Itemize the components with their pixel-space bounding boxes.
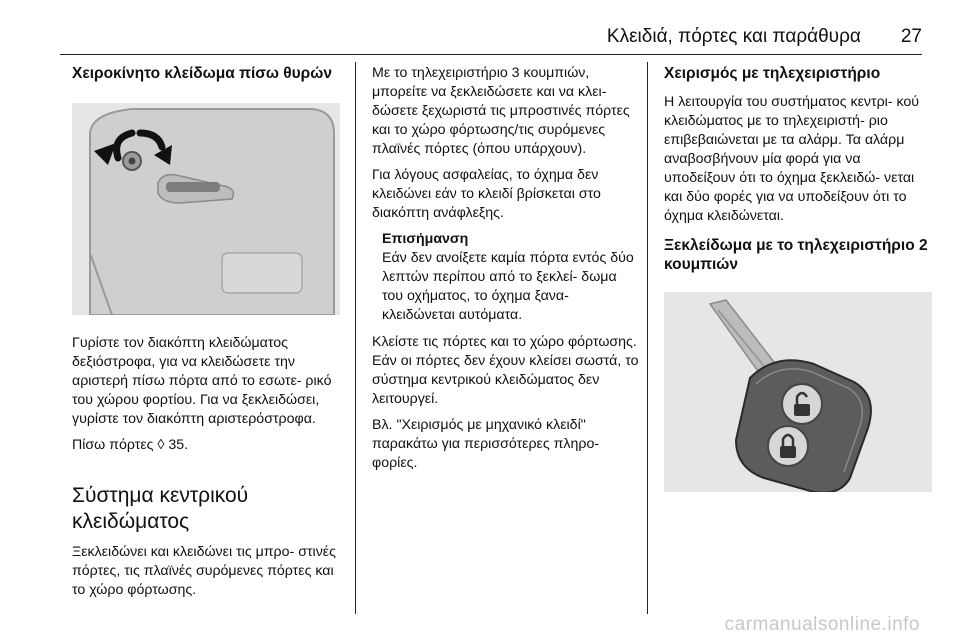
column-1 bbox=[72, 64, 342, 607]
page-header bbox=[60, 26, 922, 48]
remote-key-illustration bbox=[664, 292, 932, 492]
manual-lock-heading: Χειροκίνητο κλείδωμα πίσω θυρών bbox=[72, 65, 332, 82]
central-locking-heading: Σύστημα κεντρικού κλειδώματος bbox=[72, 484, 249, 533]
page-number: 27 bbox=[900, 26, 922, 47]
rear-door-lock-illustration bbox=[72, 103, 340, 315]
note-heading: Επισήμανση bbox=[382, 231, 469, 247]
remote-control-text: Η λειτουργία του συστήματος κεντρι‐ κού κλειδώματος με το τηλεχειριστή‐ ριο επιβεβαιώνεται με τα αλάρμ. Τα αλάρμ αναβοσβήνουν μία φορά για να υποδείξουν ότι το όχημα ξεκλειδώ‐ νεται και δύο φορές για να υποδείξουν ότι το όχημα κλειδώνεται. bbox=[664, 94, 920, 224]
column-2 bbox=[372, 64, 640, 480]
column-3 bbox=[664, 64, 932, 497]
column-divider-1 bbox=[355, 62, 356, 614]
note-text: Εάν δεν ανοίξετε καμία πόρτα εντός δύο λεπτών περίπου από το ξεκλεί‐ δωμα του οχήματος, το όχημα ξανα‐ κλειδώνεται αυτόματα. bbox=[382, 250, 634, 323]
header-rule bbox=[60, 54, 922, 55]
remote-control-heading: Χειρισμός με τηλεχειριστήριο bbox=[664, 65, 881, 82]
watermark: carmanualsonline.info bbox=[724, 614, 920, 635]
page-title: Κλειδιά, πόρτες και παράθυρα bbox=[606, 26, 861, 47]
manual-lock-text: Γυρίστε τον διακόπτη κλειδώματος δεξιόστροφα, για να κλειδώσετε την αριστερή πίσω πόρτα από το εσωτε‐ ρικό του χώρου φορτίου. Για να ξεκλειδώσει, γυρίστε τον διακόπτη αριστερόστροφα. bbox=[72, 335, 332, 427]
three-button-text: Με το τηλεχειριστήριο 3 κουμπιών, μπορείτε να ξεκλειδώσετε και να κλει‐ δώσετε ξεχωριστά τις μπροστινές πόρτες και το χώρο φόρτωσης/τις συρόμενες πλαϊνές πόρτες (όπου υπάρχουν). bbox=[372, 65, 630, 157]
rear-doors-ref: Πίσω πόρτες ◊ 35. bbox=[72, 437, 189, 453]
two-button-unlock-heading: Ξεκλείδωμα με το τηλεχειριστήριο 2 κουμπιών bbox=[664, 237, 928, 273]
mechanical-key-ref: Βλ. "Χειρισμός με μηχανικό κλειδί" παρακάτω για περισσότερες πληρο‐ φορίες. bbox=[372, 417, 600, 471]
note-box bbox=[372, 230, 640, 325]
column-divider-2 bbox=[647, 62, 648, 614]
safety-text: Για λόγους ασφαλείας, το όχημα δεν κλειδώνει εάν το κλειδί βρίσκεται στο διακόπτη ανάφλεξης. bbox=[372, 167, 601, 221]
central-locking-text: Ξεκλειδώνει και κλειδώνει τις μπρο‐ στινές πόρτες, τις πλαϊνές συρόμενες πόρτες και το χώρο φόρτωσης. bbox=[72, 544, 336, 598]
close-doors-text: Κλείστε τις πόρτες και το χώρο φόρτωσης. Εάν οι πόρτες δεν έχουν κλείσει σωστά, το σύστημα κεντρικού κλειδώματος δεν λειτουργεί. bbox=[372, 334, 639, 407]
